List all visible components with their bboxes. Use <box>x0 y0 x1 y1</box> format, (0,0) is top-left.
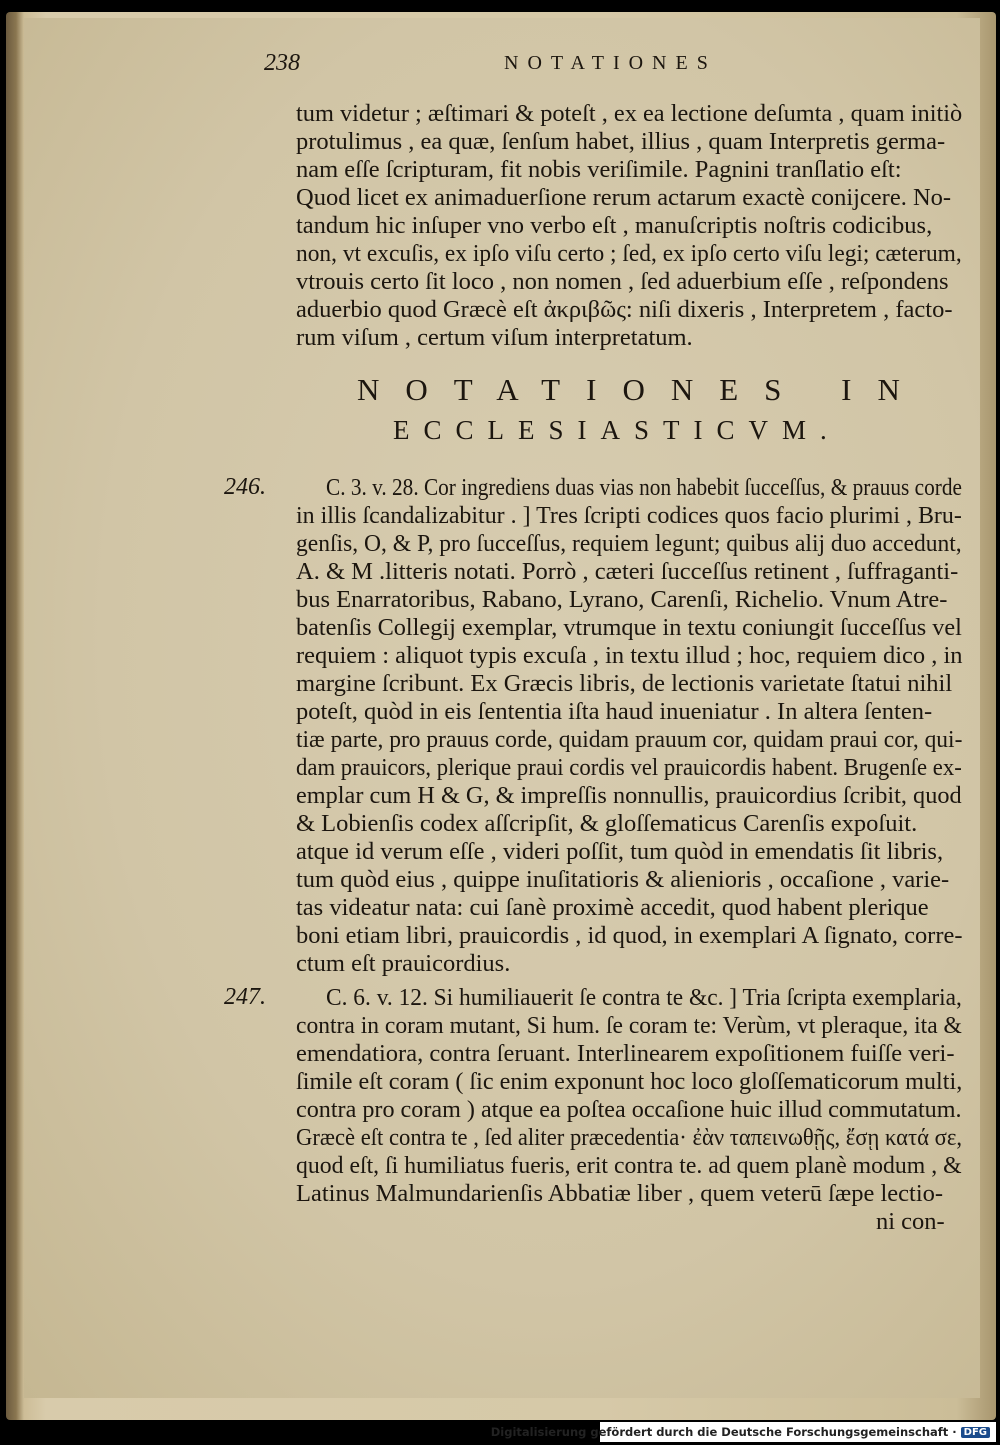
text-line: A. & M .litteris notati. Porrò , cæteri ſucceſſus retinent , ſuffraganti- <box>296 558 959 585</box>
text-line: non, vt excuſis, ex ipſo viſu certo ; ſed, ex ipſo certo viſu legi; cæterum, <box>296 240 962 267</box>
digitization-footer <box>490 1422 996 1442</box>
text-line: tum videtur ; æſtimari & poteſt , ex ea lectione deſumta , quam initiò <box>296 100 963 127</box>
dfg-logo: DFG <box>961 1427 990 1438</box>
text-line: boni etiam libri, prauicordis , id quod, in exemplari A ſignato, corre- <box>296 922 963 949</box>
text-line: Græcè eſt contra te , ſed aliter præcedentia· ἐὰν ταπεινωθῇς, ἔσῃ κατά σε, <box>296 1124 963 1151</box>
text-line: C. 6. v. 12. Si humiliauerit ſe contra te &c. ] Tria ſcripta exemplaria, <box>326 984 962 1011</box>
text-line: emendatiora, contra ſeruant. Interlinearem expoſitionem fuiſſe veri- <box>296 1040 955 1067</box>
text-line: genſis, O, & P, pro ſucceſſus, requiem legunt; quibus alij duo accedunt, <box>296 530 962 557</box>
text-line: tum quòd eius , quippe inuſitatioris & alienioris , occaſione , varie- <box>296 866 950 893</box>
section-title: NOTATIONES IN <box>357 372 926 407</box>
text-line: Latinus Malmundarienſis Abbatiæ liber , quem veterū ſæpe lectio- <box>296 1180 944 1207</box>
text-line: aduerbio quod Græcè eſt ἀκριβῶς: niſi dixeris , Interpretem , facto- <box>296 296 953 323</box>
text-line: vtrouis certo ſit loco , non nomen , ſed aduerbium eſſe , reſpondens <box>296 268 949 295</box>
note-number: 246. <box>224 474 266 500</box>
note-number: 247. <box>224 984 266 1010</box>
footer-text: Digitalisierung gefördert durch die Deutsche Forschungsgemeinschaft · <box>490 1425 957 1439</box>
page-number: 238 <box>264 50 300 76</box>
text-line: contra in coram mutant, Si hum. ſe coram te: Verùm, vt pleraque, ita & <box>296 1012 962 1039</box>
text-line: C. 3. v. 28. Cor ingrediens duas vias non habebit ſucceſſus, & prauus corde <box>326 474 962 501</box>
text-line: tiæ parte, pro prauus corde, quidam prauum cor, quidam praui cor, qui- <box>296 726 963 753</box>
text-line: tas videatur nata: cui ſanè proximè accedit, quod habent plerique <box>296 894 929 921</box>
text-line: rum viſum , certum viſum interpretatum. <box>296 324 693 351</box>
running-head: NOTATIONES <box>504 52 717 74</box>
text-line: quod eſt, ſi humiliatus fueris, erit contra te. ad quem planè modum , & <box>296 1152 962 1179</box>
text-line: nam eſſe ſcripturam, fit nobis veriſimile. Pagnini tranſlatio eſt: <box>296 156 902 183</box>
text-line: contra pro coram ) atque ea poſtea occaſione huic illud commutatum. <box>296 1096 962 1123</box>
text-line: batenſis Collegij exemplar, vtrumque in textu coniungit ſucceſſus vel <box>296 614 962 641</box>
text-line: ſimile eſt coram ( ſic enim exponunt hoc loco gloſſematicorum multi, <box>296 1068 963 1095</box>
text-line: in illis ſcandalizabitur . ] Tres ſcripti codices quos facio plurimi , Bru- <box>296 502 962 529</box>
text-line: requiem : aliquot typis excuſa , in textu illud ; hoc, requiem dico , in <box>296 642 963 669</box>
text-line: & Lobienſis codex aſſcripſit, & gloſſematicus Carenſis expoſuit. <box>296 810 918 837</box>
text-line: protulimus , ea quæ, ſenſum habet, illius , quam Interpretis germa- <box>296 128 946 155</box>
catchword: ni con- <box>876 1208 945 1235</box>
text-line: poteſt, quòd in eis ſententia iſta haud inueniatur . In altera ſenten- <box>296 698 933 725</box>
text-line: emplar cum H & G, & impreſſis nonnullis, prauicordius ſcribit, quod <box>296 782 962 809</box>
text-line: tandum hic inſuper vno verbo eſt , manuſcriptis noſtris codicibus, <box>296 212 933 239</box>
text-line: margine ſcribunt. Ex Græcis libris, de lectionis varietate ſtatui nihil <box>296 670 953 697</box>
section-subtitle: ECCLESIASTICVM. <box>393 415 841 445</box>
text-line: atque id verum eſſe , videri poſſit, tum quòd in emendatis ſit libris, <box>296 838 944 865</box>
text-line: bus Enarratoribus, Rabano, Lyrano, Carenſi, Richelio. Vnum Atre- <box>296 586 948 613</box>
text-line: ctum eſt prauicordius. <box>296 950 511 977</box>
text-line: dam prauicors, plerique praui cordis vel prauicordis habent. Brugenſe ex- <box>296 754 962 781</box>
text-line: Quod licet ex animaduerſione rerum actarum exactè conijcere. No- <box>296 184 952 211</box>
